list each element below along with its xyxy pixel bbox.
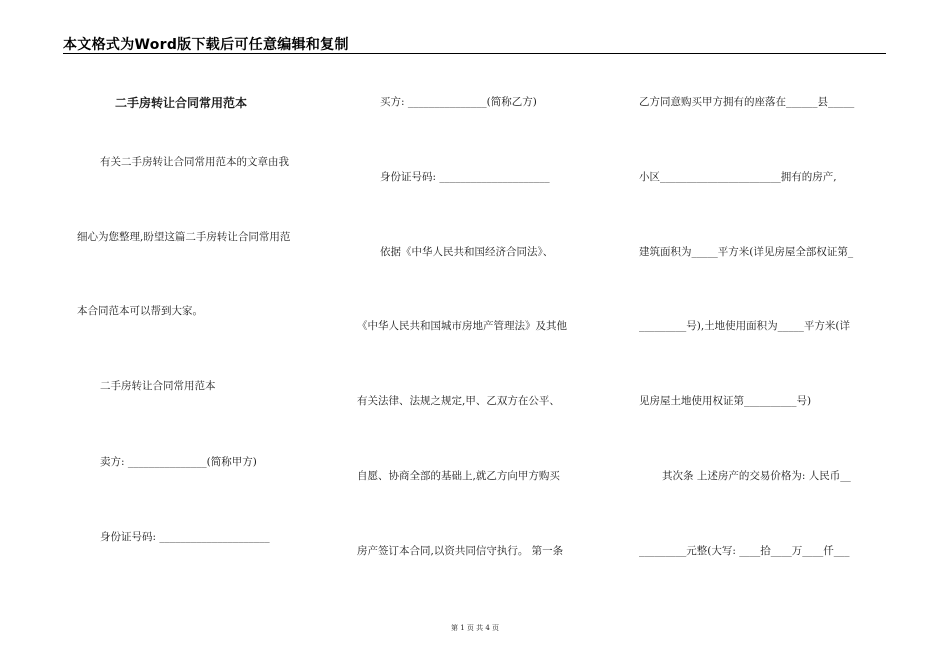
price-clause: 其次条 上述房产的交易价格为: 人民币__: [662, 470, 851, 482]
paragraph-line: 房产签订本合同,以资共同信守执行。 第一条: [357, 545, 564, 557]
paragraph-line: 建筑面积为_____平方米(详见房屋全部权证第_: [639, 246, 854, 258]
paragraph-line: 见房屋土地使用权证第__________号): [639, 395, 812, 407]
paragraph-line: 自愿、协商全部的基础上,就乙方向甲方购买: [357, 470, 560, 482]
paragraph-line: _________元整(大写: ____拾____万____仟___: [639, 545, 850, 557]
paragraph-line: 有关法律、法规之规定,甲、乙双方在公平、: [357, 395, 560, 407]
header-divider: [63, 53, 886, 54]
buyer-id-field: 身份证号码: _____________________: [380, 171, 550, 183]
section-heading: 二手房转让合同常用范本: [100, 380, 216, 392]
paragraph-line: 本合同范本可以帮到大家。: [77, 305, 203, 317]
paragraph-line: 乙方同意购买甲方拥有的座落在______县_____: [639, 96, 855, 108]
paragraph-line: 细心为您整理,盼望这篇二手房转让合同常用范: [77, 231, 291, 243]
paragraph-line: 小区_______________________拥有的房产,: [639, 171, 837, 183]
buyer-field: 买方: _______________(简称乙方): [380, 96, 537, 108]
seller-id-field: 身份证号码: _____________________: [100, 531, 270, 543]
page-number: 第 1 页 共 4 页: [450, 624, 500, 632]
paragraph-line: 依据《中华人民共和国经济合同法》、: [380, 246, 554, 258]
seller-field: 卖方: _______________(简称甲方): [100, 456, 257, 468]
paragraph-line: _________号),土地使用面积为_____平方米(详: [639, 320, 851, 332]
paragraph-line: 有关二手房转让合同常用范本的文章由我: [100, 156, 289, 168]
paragraph-line: 《中华人民共和国城市房地产管理法》及其他: [357, 320, 567, 332]
document-title: 二手房转让合同常用范本: [115, 96, 248, 110]
document-header: 本文格式为Word版下载后可任意编辑和复制: [63, 37, 349, 53]
